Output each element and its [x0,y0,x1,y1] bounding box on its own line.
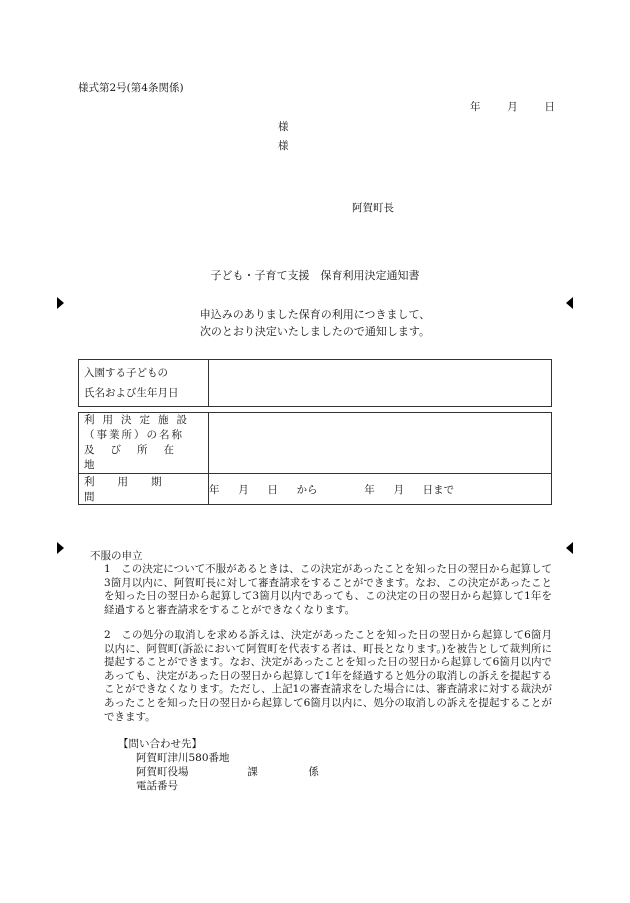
contact-section: 課 [247,766,258,778]
child-row [79,360,552,407]
child-label-cell [79,360,209,407]
contact-office-line [118,765,319,779]
facility-label-cell [79,413,209,474]
punch-mark-right-icon [57,297,64,309]
period-day-1: 日 [267,483,278,496]
form-number: 様式第2号(第4条関係) [78,82,184,94]
period-from: から [296,483,318,496]
period-label-cell: 利用期間 [79,474,209,505]
facility-label-line-3: 及び所在地 [84,444,190,471]
child-value-cell[interactable] [209,360,552,407]
punch-mark-left-2-icon [566,542,573,554]
addressee-honorific-2: 様 [278,140,289,152]
addressee-honorific-1: 様 [278,121,289,133]
intro-line-2: 次のとおり決定いたしましたので通知します。 [199,325,431,338]
facility-label-line-2: （事業所）の名称 [84,429,184,441]
period-until: 日まで [422,483,455,496]
child-label-line-2: 氏名および生年月日 [84,387,179,399]
contact-block [118,737,319,793]
objection-paragraph-2: 2 この処分の取消しを求める訴えは、決定があったことを知った日の翌日から起算して6箇月以内に、阿賀町(訴訟において阿賀町を代表する者は、町長となります。)を被告として裁判所に提起することができます。なお、決定があったことを知った日の翌日から起算して6箇月以内であっても、決定があった日の翌日から起算して1年を経過すると処分の取消しの訴えを提起することができなくなります。ただし、上記1の審査請求をした場合には、審査請求に対する裁決があったことを知った日の翌日から起算して6箇月以内に、処分の取消しの訴えを提起することができます。 [104,629,552,723]
contact-heading: 【問い合わせ先】 [118,738,202,750]
child-label-line-1: 入園する子どもの [84,367,168,379]
period-value-cell[interactable] [209,474,552,505]
facility-value-cell[interactable] [209,413,552,474]
decision-table [78,359,552,505]
intro-line-1: 申込みのありました保育の利用につきまして、 [199,308,431,321]
objection-paragraph-1: 1 この決定について不服があるときは、この決定があったことを知った日の翌日から起算して3箇月以内に、阿賀町長に対して審査請求をすることができます。なお、この決定があったことを知った日の翌日から起算して3箇月以内であっても、この決定の日の翌日から起算して1年を経過すると審査請求をすることができなくなります。 [104,563,552,616]
period-month-2: 月 [393,483,404,496]
date-year-label: 年 [470,101,481,113]
punch-mark-right-2-icon [57,542,64,554]
contact-address: 阿賀町津川580番地 [136,752,230,764]
period-row [79,474,552,505]
contact-phone-label: 電話番号 [136,780,178,792]
facility-row [79,413,552,474]
objection-title: 不服の申立 [90,550,143,562]
period-month-1: 月 [238,483,249,496]
date-month-label: 月 [507,101,518,113]
document-title: 子ども・子育て支援 保育利用決定通知書 [210,269,420,282]
contact-office: 阿賀町役場 [136,766,189,778]
issuer-name: 阿賀町長 [352,202,394,214]
contact-unit: 係 [308,766,319,778]
facility-label-line-1: 利用決定施設 [84,414,195,426]
punch-mark-left-icon [566,297,573,309]
period-year-1: 年 [209,483,220,496]
period-year-2: 年 [364,483,375,496]
date-day-label: 日 [544,101,555,113]
date-line [470,99,555,114]
